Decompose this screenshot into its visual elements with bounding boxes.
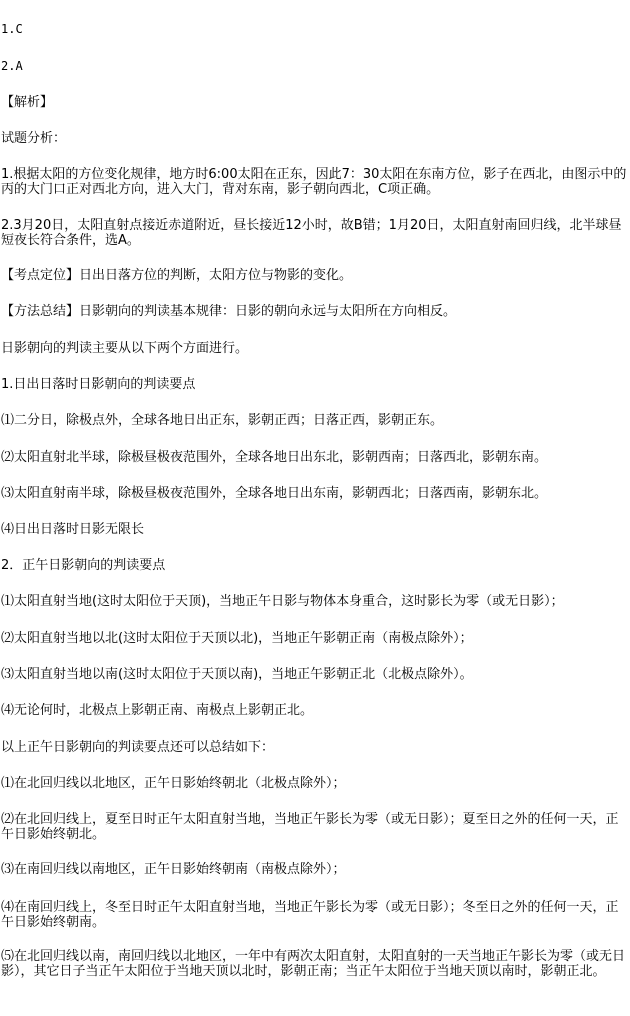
fangfa-paragraph: 【方法总结】日影朝向的判读基本规律：日影的朝向永远与太阳所在方向相反。 [1,304,457,319]
summary-item: ⑴在北回归线以北地区，正午日影始终朝北（北极点除外）； [1,776,346,791]
section-1-title: 1.日出日落时日影朝向的判读要点 [1,377,196,392]
answer-2: 2.A [1,59,23,73]
answer-1: 1.C [1,22,23,36]
section-2-item: ⑷无论何时，北极点上影朝正南、南极点上影朝正北。 [1,703,314,718]
kaodian-paragraph: 【考点定位】日出日落方位的判断，太阳方位与物影的变化。 [1,268,353,283]
summary-item: ⑶在南回归线以南地区，正午日影始终朝南（南极点除外）； [1,862,346,877]
section-1-item: ⑷日出日落时日影无限长 [1,522,145,537]
section-2-item: ⑶太阳直射当地以南(这时太阳位于天顶以南)，当地正午影朝正北（北极点除外）。 [1,667,473,682]
section-1-item: ⑵太阳直射北半球，除极昼极夜范围外，全球各地日出东北，影朝西南；日落西北，影朝东南。 [1,450,548,465]
section-2-title: 2．正午日影朝向的判读要点 [1,558,166,573]
section-1-item: ⑴二分日，除极点外，全球各地日出正东，影朝正西；日落正西，影朝正东。 [1,413,444,428]
section-2-item: ⑵太阳直射当地以北(这时太阳位于天顶以北)，当地正午影朝正南（南极点除外）； [1,631,473,646]
analysis-header: 【解析】 [1,95,54,110]
analysis-paragraph-1: 1.根据太阳的方位变化规律，地方时6:00太阳在正东，因此7：30太阳在东南方位，影子在西北，由图示中的丙的大门口正对西北方向，进入大门，背对东南，影子朝向西北，C项正确。 [1,167,627,197]
section-2-item: ⑴太阳直射当地(这时太阳位于天顶)，当地正午日影与物体本身重合，这时影长为零（或无日影）； [1,594,564,609]
section-1-item: ⑶太阳直射南半球，除极昼极夜范围外，全球各地日出东南，影朝西北；日落西南，影朝东北。 [1,486,548,501]
summary-item: ⑸在北回归线以南，南回归线以北地区，一年中有两次太阳直射，太阳直射的一天当地正午影长为零（或无日影），其它日子当正午太阳位于当地天顶以北时，影朝正南；当正午太阳位于当地天顶以南时，影朝正北。 [1,949,626,979]
analysis-paragraph-2: 2.3月20日，太阳直射点接近赤道附近，昼长接近12小时，故B错；1月20日，太阳直射南回归线，北半球昼短夜长符合条件，选A。 [1,218,622,248]
summary-item: ⑵在北回归线上，夏至日时正午太阳直射当地，当地正午影长为零（或无日影）；夏至日之外的任何一天，正午日影始终朝北。 [1,812,619,842]
summary-intro: 以上正午日影朝向的判读要点还可以总结如下： [1,740,275,755]
summary-item: ⑷在南回归线上，冬至日时正午太阳直射当地，当地正午影长为零（或无日影）；冬至日之外的任何一天，正午日影始终朝南。 [1,900,619,930]
analysis-intro: 试题分析： [1,131,67,146]
intro-two-aspects: 日影朝向的判读主要从以下两个方面进行。 [1,341,249,356]
